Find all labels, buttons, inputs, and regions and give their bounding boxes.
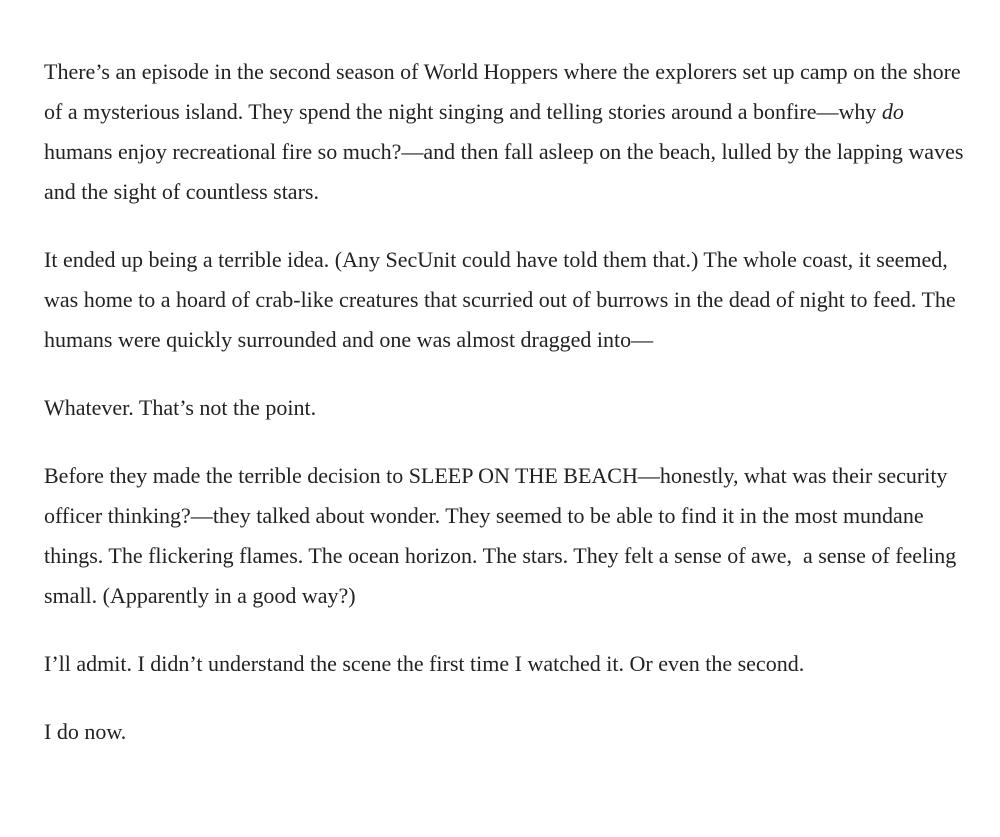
- paragraph-1-text-start: There’s an episode in the second season of World Hoppers where the explorers set up camp on the shore of a mysterious island. They spend the night singing and telling stories around a bonfire—why: [44, 59, 967, 124]
- paragraph-1-text-end: humans enjoy recreational fire so much?—and then fall asleep on the beach, lulled by the lapping waves and the sight of countless stars.: [44, 99, 969, 204]
- paragraph-1-emphasis: do: [881, 99, 904, 124]
- paragraph-3: Whatever. That’s not the point.: [44, 395, 317, 420]
- paragraph-6: I do now.: [44, 719, 127, 744]
- paragraph-1: [44, 52, 970, 212]
- paragraph-5: I’ll admit. I didn’t understand the scene the first time I watched it. Or even the second.: [44, 651, 805, 676]
- paragraph-4: Before they made the terrible decision to SLEEP ON THE BEACH—honestly, what was their security officer thinking?—they talked about wonder. They seemed to be able to find it in the most mundane things. The flickering flames. The ocean horizon. The stars. They felt a sense of awe, a sense of feeling small. (Apparently in a good way?): [44, 463, 962, 608]
- paragraph-2: It ended up being a terrible idea. (Any SecUnit could have told them that.) The whole coast, it seemed, was home to a hoard of crab-like creatures that scurried out of burrows in the dead of night to feed. The humans were quickly surrounded and one was almost dragged into—: [44, 247, 962, 352]
